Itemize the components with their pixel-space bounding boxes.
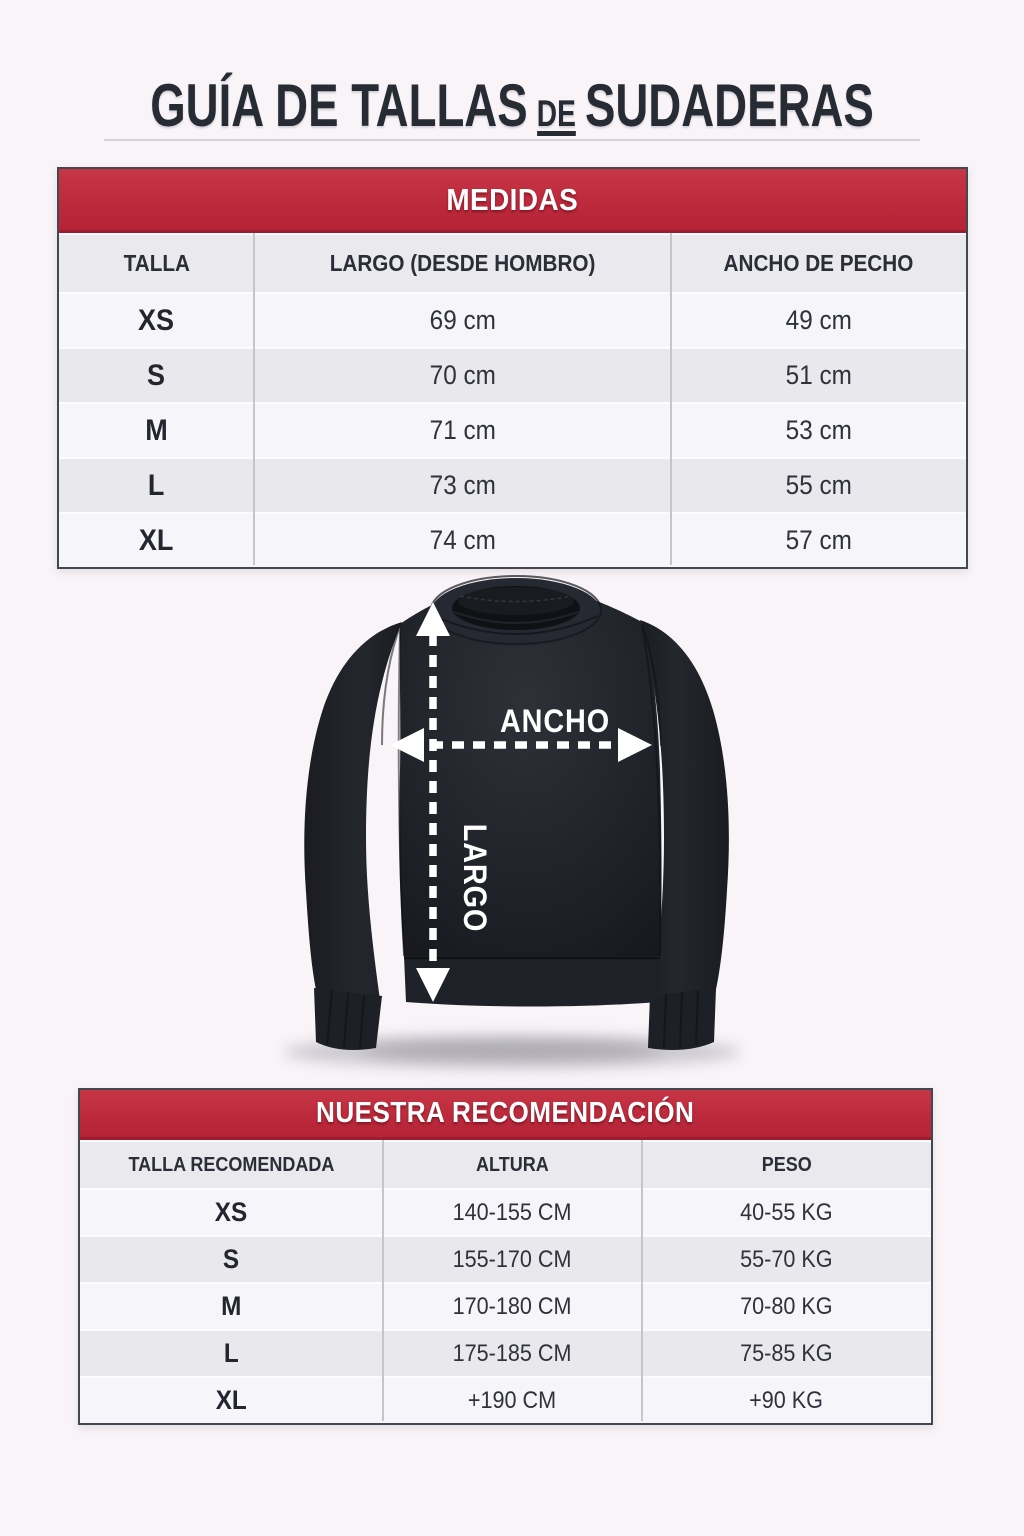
height-cell: 140-155 CM: [452, 1198, 572, 1226]
table-row: [80, 1376, 931, 1423]
size-cell: L: [148, 468, 165, 502]
table-row: [80, 1235, 931, 1282]
table-row: [80, 1282, 931, 1329]
recomendacion-title: NUESTRA RECOMENDACIÓN: [316, 1097, 695, 1129]
column-divider: [382, 1140, 384, 1421]
table-row: [59, 292, 966, 347]
length-cell: 71 cm: [429, 415, 496, 445]
size-cell: L: [224, 1338, 239, 1368]
recomendacion-title-bar: [80, 1090, 931, 1140]
weight-cell: 70-80 KG: [740, 1292, 833, 1320]
length-cell: 70 cm: [429, 360, 496, 390]
size-cell: M: [221, 1291, 242, 1321]
recomendacion-table: [78, 1088, 933, 1425]
page-title-suffix: SUDADERAS: [584, 72, 874, 139]
length-cell: 74 cm: [429, 525, 496, 555]
size-cell: S: [147, 358, 166, 392]
medidas-title: MEDIDAS: [446, 181, 579, 217]
table-row: [59, 347, 966, 402]
recomendacion-header-row: [80, 1140, 931, 1188]
table-row: [59, 512, 966, 567]
size-cell: XS: [138, 303, 175, 337]
size-cell: XS: [215, 1197, 248, 1227]
width-cell: 49 cm: [785, 305, 852, 335]
weight-cell: 75-85 KG: [740, 1339, 833, 1367]
table-row: [80, 1188, 931, 1235]
height-cell: 155-170 CM: [452, 1245, 572, 1273]
width-cell: 51 cm: [785, 360, 852, 390]
size-cell: S: [223, 1244, 240, 1274]
page-title-de-underlined: DE: [536, 93, 576, 134]
sweatshirt-diagram: [250, 560, 780, 1090]
col-header-talla-recomendada: TALLA RECOMENDADA: [128, 1153, 335, 1176]
height-cell: 175-185 CM: [452, 1339, 572, 1367]
col-header-peso: PESO: [761, 1153, 812, 1176]
page-title: [123, 74, 901, 138]
table-row: [59, 457, 966, 512]
col-header-talla: TALLA: [123, 250, 190, 276]
medidas-table: [57, 167, 968, 569]
col-header-ancho: ANCHO DE PECHO: [723, 250, 914, 276]
weight-cell: 55-70 KG: [740, 1245, 833, 1273]
weight-cell: 40-55 KG: [740, 1198, 833, 1226]
medidas-title-bar: [59, 169, 966, 233]
weight-cell: +90 KG: [749, 1386, 824, 1414]
title-divider: [104, 139, 920, 141]
length-cell: 69 cm: [429, 305, 496, 335]
medidas-header-row: [59, 233, 966, 292]
size-cell: M: [145, 413, 168, 447]
size-cell: XL: [215, 1385, 248, 1415]
largo-label: LARGO: [456, 823, 493, 933]
width-cell: 57 cm: [785, 525, 852, 555]
column-divider: [641, 1140, 643, 1421]
col-header-largo: LARGO (DESDE HOMBRO): [329, 250, 596, 276]
length-cell: 73 cm: [429, 470, 496, 500]
width-cell: 53 cm: [785, 415, 852, 445]
column-divider: [253, 233, 255, 565]
height-cell: 170-180 CM: [452, 1292, 572, 1320]
page-title-prefix: GUÍA DE TALLAS: [150, 72, 528, 139]
sweatshirt-graphic: [304, 576, 729, 1050]
column-divider: [670, 233, 672, 565]
ancho-label: ANCHO: [499, 703, 611, 740]
table-row: [59, 402, 966, 457]
col-header-altura: ALTURA: [475, 1153, 549, 1176]
table-row: [80, 1329, 931, 1376]
height-cell: +190 CM: [468, 1386, 557, 1414]
size-cell: XL: [139, 523, 174, 557]
width-cell: 55 cm: [785, 470, 852, 500]
